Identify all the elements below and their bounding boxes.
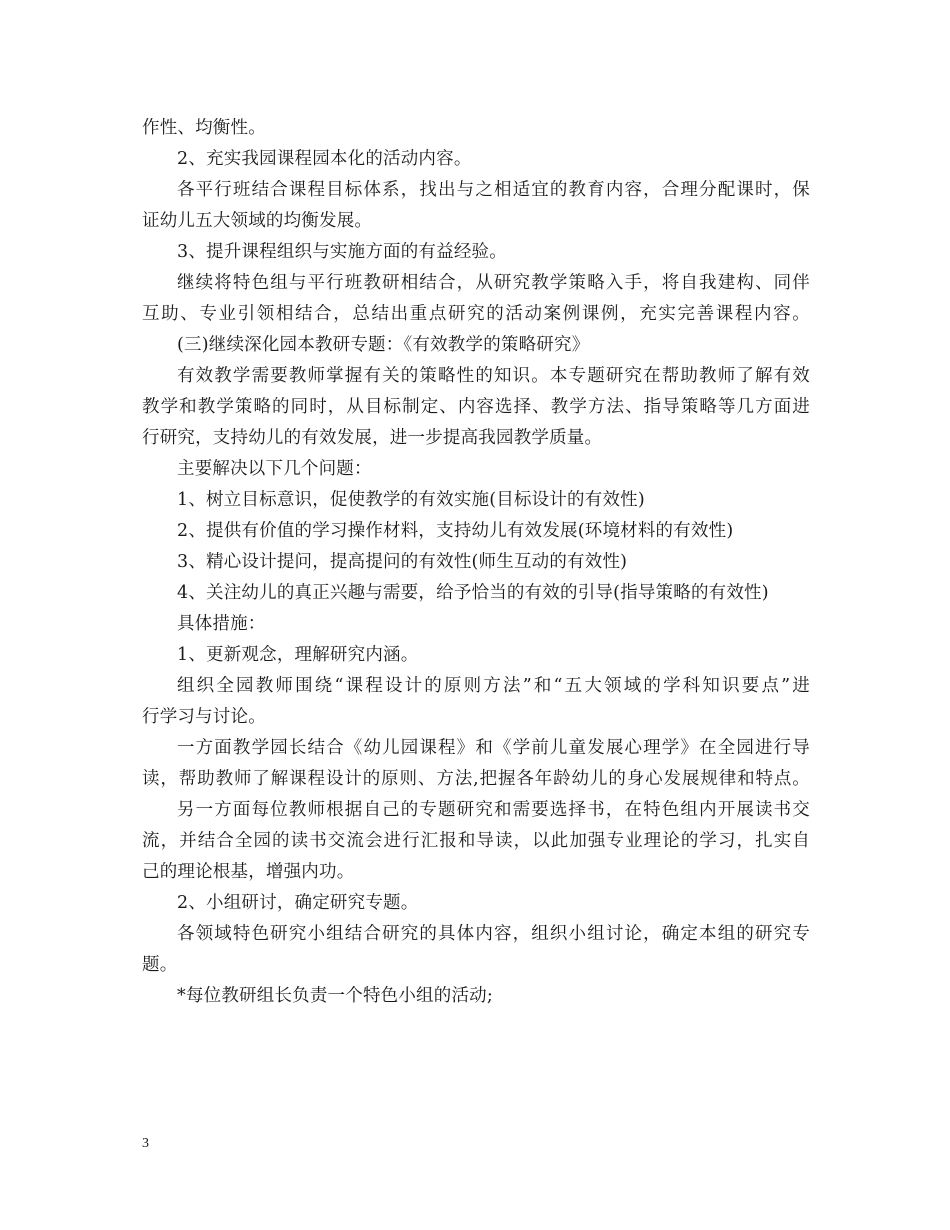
- text-line: *每位教研组长负责一个特色小组的活动;: [177, 986, 493, 1006]
- text-line: 2、充实我园课程园本化的活动内容。: [177, 149, 472, 169]
- text-line: 各平行班结合课程目标体系，找出与之相适宜的教育内容，合理分配课时，保: [177, 180, 810, 200]
- text-line: 作性、均衡性。: [142, 118, 266, 138]
- text-line: 证幼儿五大领域的均衡发展。: [142, 211, 373, 231]
- text-line: 2、提供有价值的学习操作材料，支持幼儿有效发展(环境材料的有效性): [177, 521, 734, 541]
- text-line: 3、精心设计提问，提高提问的有效性(师生互动的有效性): [177, 552, 628, 572]
- text-line: 流，并结合全园的读书交流会进行汇报和导读，以此加强专业理论的学习，扎实自: [142, 831, 810, 851]
- text-line: 1、更新观念，理解研究内涵。: [177, 645, 419, 665]
- document-body: [142, 113, 810, 1012]
- page-number: 3: [142, 1136, 149, 1151]
- text-line: 2、小组研讨，确定研究专题。: [177, 893, 419, 913]
- text-line: (三)继续深化园本教研专题：《有效教学的策略研究》: [177, 335, 590, 355]
- text-line: 继续将特色组与平行班教研相结合，从研究教学策略入手，将自我建构、同伴: [177, 273, 810, 293]
- text-line: 1、树立目标意识，促使教学的有效实施(目标设计的有效性): [177, 490, 645, 510]
- text-line: 题。: [142, 955, 178, 975]
- text-line: 另一方面每位教师根据自己的专题研究和需要选择书，在特色组内开展读书交: [177, 800, 810, 820]
- text-line: 组织全园教师围绕“课程设计的原则方法”和“五大领域的学科知识要点”进: [177, 676, 810, 696]
- text-line: 4、关注幼儿的真正兴趣与需要，给予恰当的有效的引导(指导策略的有效性): [177, 583, 769, 603]
- text-line: 一方面教学园长结合《幼儿园课程》和《学前儿童发展心理学》在全园进行导: [177, 738, 810, 758]
- text-line: 行研究，支持幼儿的有效发展，进一步提高我园教学质量。: [142, 428, 603, 448]
- text-line: 己的理论根基，增强内功。: [142, 862, 355, 882]
- text-line: 行学习与讨论。: [142, 707, 266, 727]
- text-line: 读，帮助教师了解课程设计的原则、方法,把握各年龄幼儿的身心发展规律和特点。: [142, 769, 810, 789]
- text-line: 具体措施：: [177, 614, 266, 634]
- text-line: 3、提升课程组织与实施方面的有益经验。: [177, 242, 507, 262]
- text-line: 教学和教学策略的同时，从目标制定、内容选择、教学方法、指导策略等几方面进: [142, 397, 810, 417]
- text-line: 主要解决以下几个问题：: [177, 459, 372, 479]
- text-line: 有效教学需要教师掌握有关的策略性的知识。本专题研究在帮助教师了解有效: [177, 366, 810, 386]
- text-line: 互助、专业引领相结合，总结出重点研究的活动案例课例，充实完善课程内容。: [142, 304, 810, 324]
- text-line: 各领域特色研究小组结合研究的具体内容，组织小组讨论，确定本组的研究专: [177, 924, 810, 944]
